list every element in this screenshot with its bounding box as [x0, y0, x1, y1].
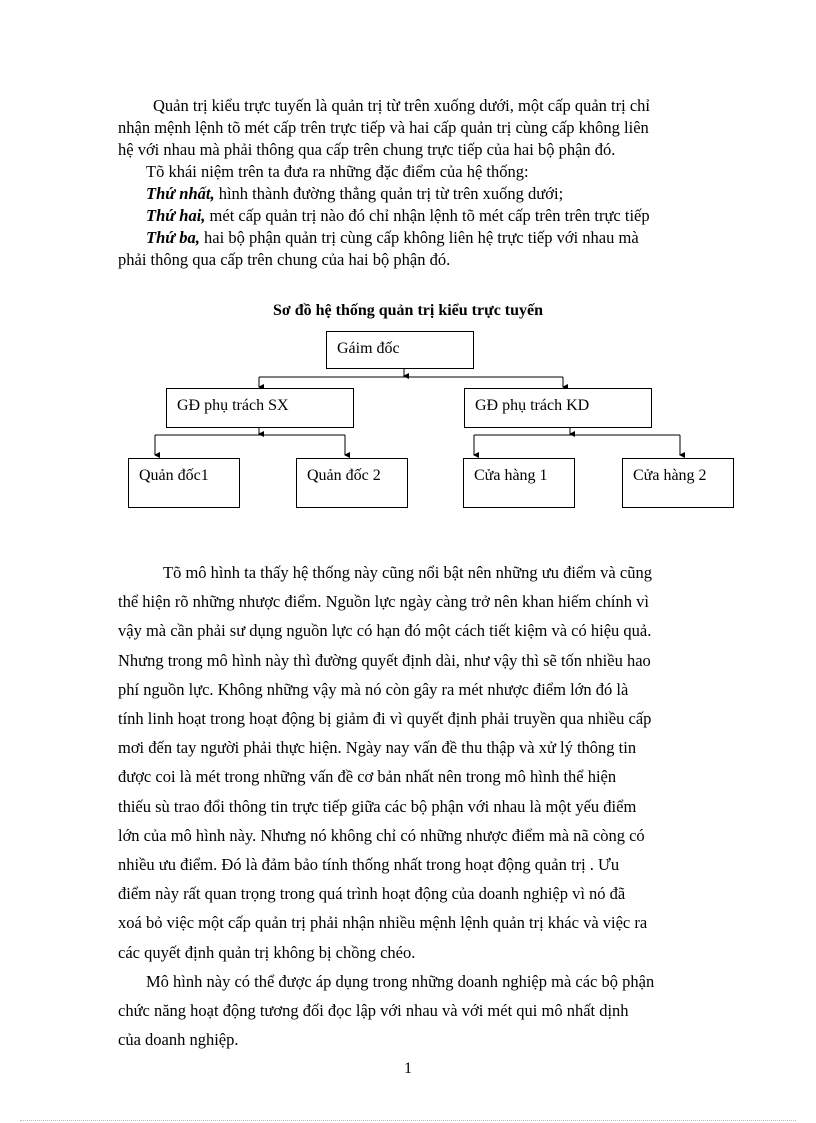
node-director: Gáim đốc	[326, 331, 474, 369]
body-line: của doanh nghiệp.	[118, 1030, 239, 1050]
body-line: vậy mà cần phải sư dụng nguồn lực có hạn đó một cách tiết kiệm và có hiệu quả.	[118, 621, 652, 641]
node-store-1: Cửa hàng 1	[463, 458, 575, 508]
body-line: xoá bỏ việc một cấp quản trị phải nhận nhiều mệnh lệnh quản trị khác và việc ra	[118, 913, 648, 933]
body-line: chức năng hoạt động tương đối đọc lập với nhau và với mét qui mô nhất dịnh	[118, 1001, 629, 1021]
intro-line-2: nhận mệnh lệnh tõ mét cấp trên trực tiếp và hai cấp quản trị cùng cấp không liên	[118, 118, 649, 137]
intro-line-4: Tõ khái niệm trên ta đưa ra những đặc điểm của hệ thống:	[146, 162, 529, 181]
body-line: thể hiện rõ những nhược điểm. Nguồn lực ngày càng trở nên khan hiếm chính vì	[118, 592, 649, 612]
feature-item-2-text: mét cấp quản trị nào đó chỉ nhận lệnh tõ mét cấp trên trên trực tiếp	[209, 206, 650, 225]
body-line: được coi là mét trong những vấn đề cơ bản nhất nên trong mô hình thể hiện	[118, 767, 617, 787]
intro-line-1: Quản trị kiểu trực tuyến là quản trị từ trên xuống dưới, một cấp quản trị chỉ	[153, 96, 650, 115]
body-line: lớn của mô hình này. Nhưng nó không chỉ có những nhược điểm mà nã còng có	[118, 825, 645, 845]
body-line: Mô hình này có thể được áp dụng trong những doanh nghiệp mà các bộ phận	[146, 971, 655, 991]
intro-line-3: hệ với nhau mà phải thông qua cấp trên chung trực tiếp của hai bộ phận đó.	[118, 140, 616, 159]
body-line: nhiều ưu điểm. Đó là đảm bảo tính thống nhất trong hoạt động quản trị . Ưu	[118, 855, 620, 875]
node-production-director: GĐ phụ trách SX	[166, 388, 354, 428]
footer-divider	[20, 1120, 796, 1121]
body-line: mơi đến tay người phải thực hiện. Ngày nay vấn đề thu thập và xử lý thông tin	[118, 738, 637, 758]
body-line: Nhưng trong mô hình này thì đường quyết định dài, như vậy thì sẽ tốn nhiều hao	[118, 650, 651, 670]
node-foreman-2: Quản đốc 2	[296, 458, 408, 508]
feature-item-1-text: hình thành đường thẳng quản trị từ trên xuống dưới;	[218, 184, 564, 203]
analysis-paragraph	[118, 558, 741, 1054]
diagram-title: Sơ đồ hệ thống quản trị kiểu trực tuyến	[272, 302, 544, 319]
body-line: Tõ mô hình ta thấy hệ thống này cũng nổi bật nên những ưu điểm và cũng	[163, 563, 652, 582]
body-line: phí nguồn lực. Không những vậy mà nó còn gây ra mét nhược điểm lớn đó là	[118, 679, 629, 699]
feature-item-2-label: Thứ hai,	[146, 206, 206, 225]
body-line: các quyết định quản trị không bị chồng chéo.	[118, 942, 416, 962]
node-business-director: GĐ phụ trách KD	[464, 388, 652, 428]
node-store-2: Cửa hàng 2	[622, 458, 734, 508]
body-line: tính linh hoạt trong hoạt động bị giảm đi vì quyết định phải truyền qua nhiều cấp	[118, 709, 652, 729]
feature-item-1-label: Thứ nhất,	[146, 184, 215, 203]
feature-item-3-label: Thứ ba,	[146, 228, 200, 247]
page-number: 1	[404, 1060, 412, 1077]
body-line: thiếu sù trao đổi thông tin trực tiếp giữa các bộ phận với nhau là một yếu điểm	[118, 796, 637, 816]
node-foreman-1: Quản đốc1	[128, 458, 240, 508]
feature-item-3-text: hai bộ phận quản trị cùng cấp không liên hệ trực tiếp với nhau mà	[204, 228, 639, 247]
body-line: điểm này rất quan trọng trong quá trình hoạt động của doanh nghiệp vì nó đã	[118, 884, 626, 904]
intro-line-last: phải thông qua cấp trên chung của hai bộ phận đó.	[118, 250, 451, 269]
